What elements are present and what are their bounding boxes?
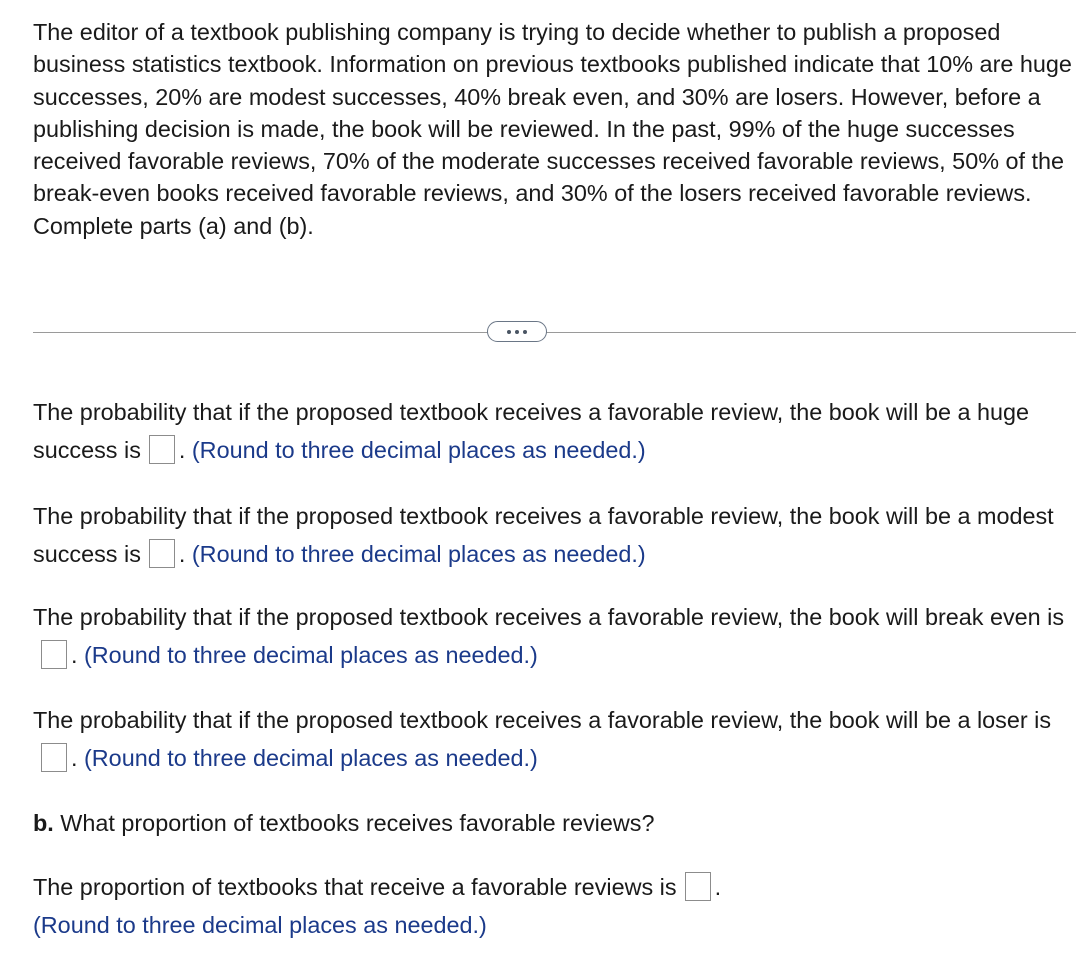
expand-more-button[interactable] (487, 321, 547, 342)
question-text: The probability that if the proposed textbook receives a favorable review, the book will be a modest success is (33, 503, 1054, 567)
rounding-hint: (Round to three decimal places as needed.) (84, 642, 538, 668)
question-text: The proportion of textbooks that receive a favorable reviews is (33, 874, 677, 900)
loser-answer-input[interactable] (41, 743, 67, 772)
rounding-hint: (Round to three decimal places as needed.) (84, 745, 538, 771)
question-modest-success: The probability that if the proposed textbook receives a favorable review, the book will be a modest success is . (Round to three decimal places as needed.) (33, 503, 1054, 567)
question-text: The probability that if the proposed textbook receives a favorable review, the book will be a huge success is (33, 399, 1029, 463)
part-b-label: b. (33, 810, 54, 836)
modest-success-answer-input[interactable] (149, 539, 175, 568)
ellipsis-icon (523, 330, 527, 334)
rounding-hint: (Round to three decimal places as needed.) (33, 912, 487, 938)
part-b-heading (33, 804, 654, 842)
problem-statement: The editor of a textbook publishing company is trying to decide whether to publish a proposed business statistics textbook. Information on previous textbooks published indicate that 10% are huge successes, 20% are modest successes, 40% break even, and 30% are losers. However, before a publishing decision is made, the book will be reviewed. In the past, 99% of the huge successes received favorable reviews, 70% of the moderate successes received favorable reviews, 50% of the break-even books received favorable reviews, and 30% of the losers received favorable reviews. Complete parts (a) and (b). (33, 19, 1072, 239)
part-b-question: What proportion of textbooks receives favorable reviews? (60, 810, 655, 836)
section-divider (33, 332, 1076, 333)
question-huge-success: The probability that if the proposed textbook receives a favorable review, the book will be a huge success is . (Round to three decimal places as needed.) (33, 399, 1029, 463)
huge-success-answer-input[interactable] (149, 435, 175, 464)
break-even-answer-input[interactable] (41, 640, 67, 669)
question-loser: The probability that if the proposed textbook receives a favorable review, the book will be a loser is. (Round to three decimal places as needed.) (33, 707, 1052, 771)
ellipsis-icon (507, 330, 511, 334)
question-text: The probability that if the proposed textbook receives a favorable review, the book will be a loser is (33, 707, 1052, 733)
question-favorable-proportion: The proportion of textbooks that receive a favorable reviews is . (Round to three decimal places as needed.) (33, 874, 722, 938)
rounding-hint: (Round to three decimal places as needed.) (191, 541, 646, 567)
question-text: The probability that if the proposed textbook receives a favorable review, the book will break even is (33, 604, 1065, 630)
rounding-hint: (Round to three decimal places as needed.) (191, 437, 646, 463)
favorable-proportion-answer-input[interactable] (685, 872, 711, 901)
ellipsis-icon (515, 330, 519, 334)
question-break-even: The probability that if the proposed textbook receives a favorable review, the book will break even is. (Round to three decimal places as needed.) (33, 604, 1065, 668)
